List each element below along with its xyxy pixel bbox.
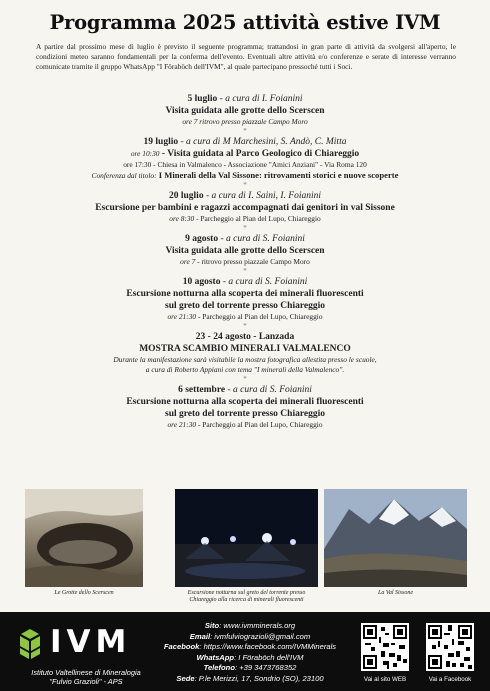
event-time: ore 7: [180, 257, 196, 266]
separator-star: *: [243, 322, 247, 330]
qr-caption-website: Vai al sito WEB: [363, 676, 407, 683]
event-organizer: - a cura di I. Saini, I. Foianini: [203, 191, 321, 201]
event-organizer: - a cura di S. Foianini: [218, 234, 305, 244]
event-meeting-point: ore 7 ritrovo presso piazzale Campo Moro: [182, 117, 308, 126]
qr-code-website-icon[interactable]: [361, 623, 409, 671]
separator-star: *: [243, 224, 247, 232]
event-title: Visita guidata alle grotte dello Scerscen: [165, 106, 325, 116]
event-20-luglio: [20, 190, 470, 224]
contact-label: Email: [189, 631, 211, 641]
contact-value: : I Föraböch dell'IVM: [234, 652, 304, 662]
qr-code-facebook-icon[interactable]: [426, 623, 474, 671]
event-mostra-agosto: [20, 331, 470, 375]
event-organizer: - a cura di M Marchesini, S. Andò, C. Mitta: [178, 137, 347, 147]
photo-strip: [0, 489, 490, 609]
event-date: 6 settembre: [178, 385, 226, 395]
event-time: ore 10:30: [130, 149, 160, 158]
photo-caption-line1: Escursione notturna sul greto del torrente presso: [187, 590, 306, 596]
separator-star: *: [243, 181, 247, 189]
event-9-agosto: [20, 233, 470, 267]
event-title-line2: sul greto del torrente presso Chiareggio: [165, 409, 325, 419]
page-title: Programma 2025 attività estive IVM: [49, 11, 441, 34]
contact-label: Facebook: [163, 642, 200, 652]
event-5-luglio: [20, 93, 470, 127]
contact-facebook[interactable]: [150, 642, 350, 653]
contact-address: [150, 674, 350, 685]
contact-label: WhatsApp: [196, 652, 235, 662]
qr-caption-facebook: Vai a Facebook: [428, 676, 472, 683]
event-meeting-point: - Parcheggio al Pian del Lupo, Chiareggio: [194, 214, 321, 223]
event-title: - Visita guidata al Parco Geologico di Chiareggio: [159, 149, 360, 159]
event-conference-location: ore 17:30 - Chiesa in Valmalenco - Associazione "Amici Anziani" - Via Roma 120: [123, 160, 367, 169]
event-meeting-point: - Parcheggio al Pian del Lupo, Chiareggio: [196, 312, 323, 321]
event-title: Escursione per bambini e ragazzi accompagnati dai genitori in val Sissone: [95, 203, 395, 213]
contact-value: : P.le Merizzi, 17, Sondrio (SO), 23100: [194, 673, 324, 683]
event-title-line2: sul greto del torrente presso Chiareggio: [165, 301, 325, 311]
contact-value: : https://www.facebook.com/IVMMinerals: [199, 642, 337, 652]
photo-caption: [175, 590, 318, 604]
event-description: Durante la manifestazione sarà visitabile la mostra fotografica allestita presso le scuole,: [113, 355, 377, 364]
event-time: ore 8:30: [169, 214, 195, 223]
event-date: 23 - 24 agosto - Lanzada: [195, 332, 295, 342]
event-title: Escursione notturna alla scoperta dei minerali fluorescenti: [126, 289, 364, 299]
contact-label: Sito: [204, 621, 220, 630]
photo-grotte-scerscen: [25, 489, 143, 587]
contact-label: Sede: [176, 673, 195, 683]
separator-star: *: [243, 375, 247, 383]
event-date: 9 agosto: [185, 234, 219, 244]
separator-star: *: [243, 127, 247, 135]
event-meeting-point: - ritrovo presso piazzale Campo Moro: [195, 257, 310, 266]
event-program: [20, 93, 470, 430]
separator-star: *: [243, 267, 247, 275]
contact-phone[interactable]: [150, 663, 350, 674]
event-organizer: - a cura di S. Foianini: [225, 385, 312, 395]
ivm-logo-text: IVM: [50, 624, 132, 660]
photo-escursione-notturna: [175, 489, 318, 587]
event-10-agosto: [20, 276, 470, 322]
event-date: 10 agosto: [182, 277, 221, 287]
contact-website[interactable]: [150, 621, 350, 632]
event-title: Visita guidata alle grotte dello Scerscen: [165, 246, 325, 256]
contact-value: : www.ivmminerals.org: [219, 621, 296, 630]
event-6-settembre: [20, 384, 470, 430]
photo-caption-line2: Chiareggio alla ricerca di minerali fluorescenti: [189, 597, 304, 603]
contact-whatsapp: [150, 653, 350, 664]
conference-label: Conferenza dal titolo:: [91, 171, 157, 180]
event-time: ore 21:30: [167, 420, 197, 429]
event-organizer: - a cura di S. Foianini: [220, 277, 308, 287]
event-description-line2: a cura di Roberto Appiani con tema "I minerali della Valmalenco".: [145, 365, 345, 374]
event-meeting-point: - Parcheggio al Pian del Lupo, Chiareggio: [196, 420, 323, 429]
contact-block: [150, 621, 350, 685]
photo-caption: La Val Sissone: [377, 590, 413, 596]
contact-label: Telefono: [203, 663, 235, 673]
event-19-luglio: [20, 136, 470, 181]
ivm-logo-icon: [13, 627, 47, 666]
intro-paragraph: A partire dal prossimo mese di luglio è previsto il seguente programma; trattandosi in gran parte di attività da svolgersi all'aperto, le condizioni meteo saranno fondamentali per la conferma dell'evento. Eventuali altre attività e/o conferenze e serate di interesse verranno comunicate tramite il gruppo WhatsApp "I Föraböch dell'IVM", al quale partecipano pressoché tutti i Soci.: [36, 42, 456, 71]
event-organizer: - a cura di I. Foianini: [217, 94, 303, 104]
event-date: 20 luglio: [169, 191, 204, 201]
contact-email[interactable]: [150, 632, 350, 643]
contact-value: : +39 3473768352: [234, 663, 297, 673]
footer: [0, 612, 490, 691]
event-time: ore 21:30: [167, 312, 197, 321]
conference-title: I Minerali della Val Sissone: ritrovamenti storici e nuove scoperte: [156, 170, 399, 180]
photo-val-sissone: [324, 489, 467, 587]
event-title: MOSTRA SCAMBIO MINERALI VALMALENCO: [139, 344, 351, 354]
institute-line1: Istituto Valtellinese di Mineralogia: [31, 668, 141, 677]
institute-name: [6, 668, 166, 686]
institute-line2: "Fulvio Grazioli" - APS: [49, 677, 123, 686]
event-date: 19 luglio: [143, 137, 179, 147]
event-title: Escursione notturna alla scoperta dei minerali fluorescenti: [126, 397, 364, 407]
photo-caption: Le Grotte dello Scerscen: [54, 590, 114, 596]
contact-value: : ivmfulviograzioli@gmail.com: [210, 631, 311, 641]
event-date: 5 luglio: [187, 94, 218, 104]
